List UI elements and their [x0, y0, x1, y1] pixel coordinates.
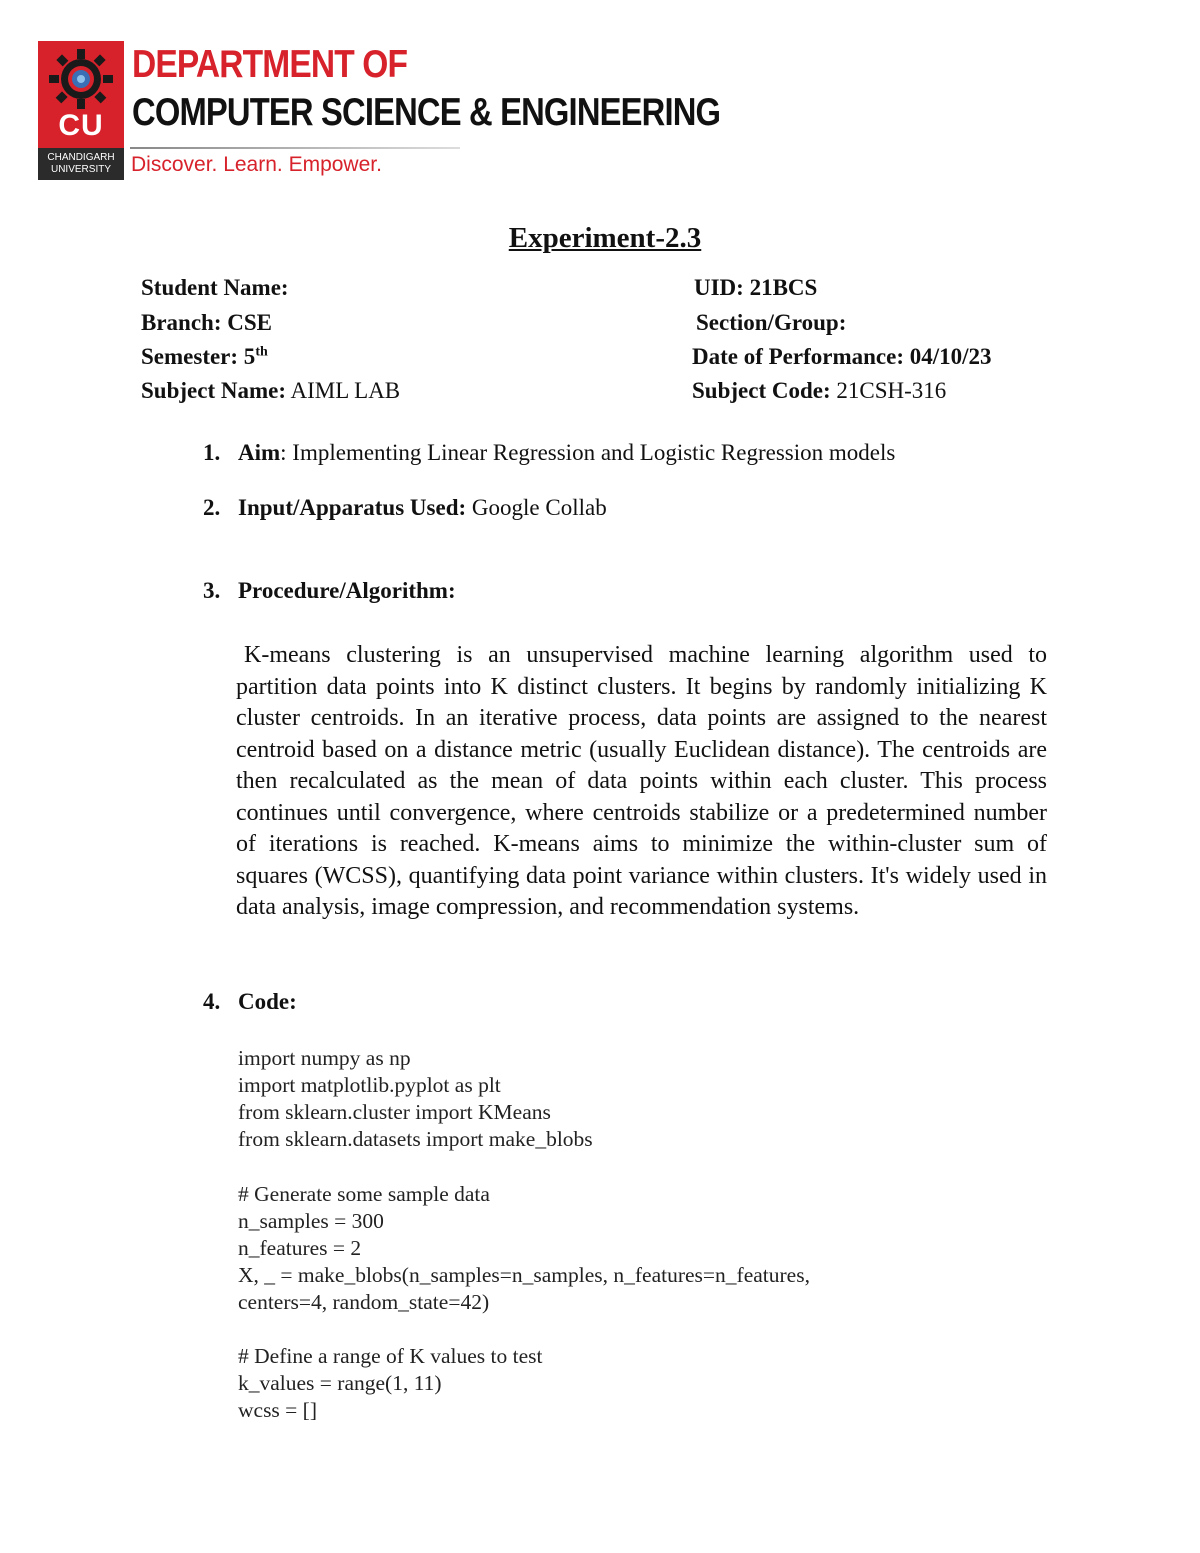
date-label: Date of Performance: 04/10/23	[692, 344, 992, 369]
date-field	[692, 344, 992, 370]
subject-code-label: Subject Code:	[692, 378, 831, 403]
semester-suffix: th	[255, 344, 268, 360]
section-label: Section/Group:	[696, 310, 847, 335]
section-code	[203, 989, 297, 1015]
code-line: from sklearn.cluster import KMeans	[238, 1100, 551, 1124]
section-number: 1.	[203, 440, 221, 465]
page-header	[38, 41, 721, 181]
section-number: 3.	[203, 578, 221, 603]
section-heading: Code:	[238, 989, 297, 1014]
student-name-label: Student Name:	[141, 275, 289, 300]
section-text: Google Collab	[466, 495, 607, 520]
section-heading: Aim	[238, 440, 281, 465]
section-procedure	[203, 578, 456, 604]
subject-name-label: Subject Name:	[141, 378, 286, 403]
logo-university-text	[38, 148, 124, 180]
experiment-title: Experiment-2.3	[508, 222, 702, 254]
student-name-field	[141, 275, 289, 301]
logo-university-line: UNIVERSITY	[50, 164, 111, 175]
university-logo	[38, 41, 124, 180]
section-heading: Procedure/Algorithm:	[238, 578, 456, 603]
subject-name-field	[141, 378, 400, 404]
logo-university-line: CHANDIGARH	[47, 152, 115, 163]
code-line: n_samples = 300	[238, 1209, 384, 1233]
uid-field	[694, 275, 817, 301]
section-heading: Input/Apparatus Used:	[238, 495, 467, 520]
section-number: 2.	[203, 495, 221, 520]
semester-label: Semester: 5	[141, 344, 256, 369]
subject-code-field	[692, 378, 946, 404]
subject-name-value: AIML LAB	[286, 378, 401, 403]
semester-field	[141, 344, 268, 370]
code-line: import numpy as np	[238, 1046, 411, 1070]
branch-label: Branch: CSE	[141, 310, 272, 335]
code-line: from sklearn.datasets import make_blobs	[238, 1127, 593, 1151]
section-number: 4.	[203, 989, 221, 1014]
section-aim	[203, 440, 895, 466]
section-apparatus	[203, 495, 607, 521]
code-comment: # Generate some sample data	[238, 1182, 490, 1206]
code-comment: # Define a range of K values to test	[238, 1344, 543, 1368]
code-line: X, _ = make_blobs(n_samples=n_samples, n_features=n_features,	[238, 1263, 810, 1287]
code-line: import matplotlib.pyplot as plt	[238, 1073, 501, 1097]
department-title-line2: COMPUTER SCIENCE & ENGINEERING	[132, 91, 721, 134]
code-line: centers=4, random_state=42)	[238, 1290, 490, 1314]
code-line: k_values = range(1, 11)	[238, 1371, 442, 1395]
logo-cu-text: CU	[58, 109, 104, 142]
procedure-paragraph: K-means clustering is an unsupervised machine learning algorithm used to partition data points into K distinct clusters. It begins by randomly initializing K cluster centroids. In an iterative process, data points are assigned to the nearest centroid based on a distance metric (usually Euclidean distance). The centroids are then recalculated as the mean of data points within each cluster. This process continues until convergence, where centroids stabilize or a predetermined number of iterations is reached. K-means aims to minimize the within-cluster sum of squares (WCSS), quantifying data point variance within clusters. It's widely used in data analysis, image compression, and recommendation systems.	[236, 642, 1047, 920]
tagline: Discover. Learn. Empower.	[131, 153, 382, 176]
header-divider	[130, 147, 460, 149]
section-text: : Implementing Linear Regression and Logistic Regression models	[280, 440, 896, 465]
branch-field	[141, 310, 272, 336]
code-line: n_features = 2	[238, 1236, 362, 1260]
gear-emblem-icon	[46, 47, 116, 111]
subject-code-value: 21CSH-316	[830, 378, 947, 403]
section-field	[696, 310, 846, 336]
uid-label: UID: 21BCS	[694, 275, 818, 300]
code-line: wcss = []	[238, 1398, 317, 1422]
department-title-line1: DEPARTMENT OF	[132, 43, 408, 86]
